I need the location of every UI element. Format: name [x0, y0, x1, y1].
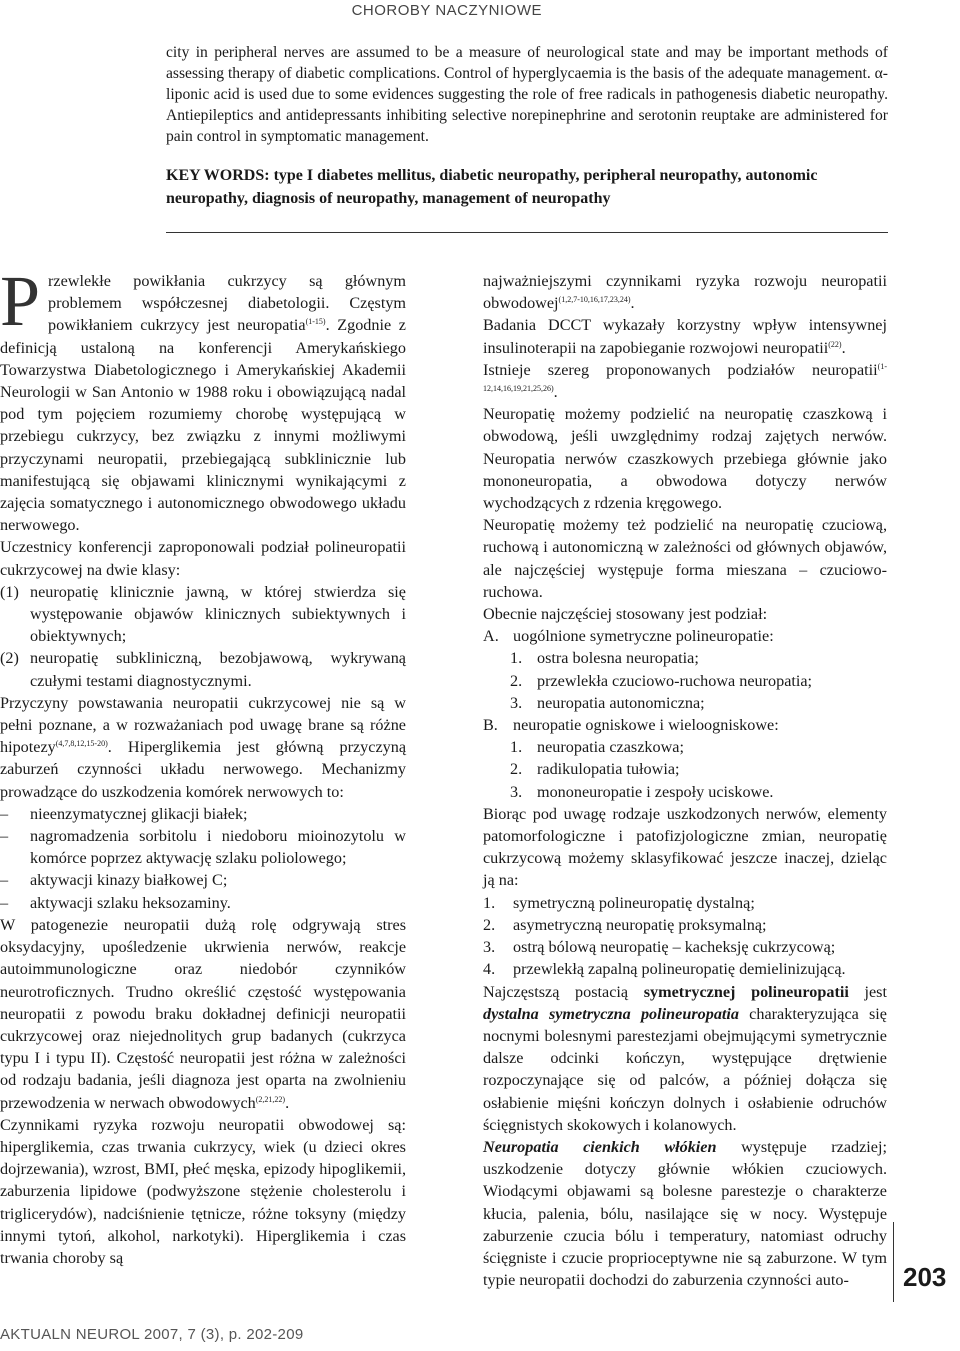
right-column — [483, 270, 887, 1291]
division-list — [483, 625, 887, 647]
list-item: 1. neuropatia czaszkowa; — [510, 738, 684, 757]
pathogenesis-paragraph: W patogenezie neuropatii dużą rolę odgrywają stres oksydacyjny, upośledzenie ukrwienia nerwów, reakcje autoimmunologiczne oraz niedobór czynników neurotroficznych. Trudno określić częstość występowania neuropatii z powodu braku dokładnej definicji neuropatii cukrzycowej oraz niejednolitych grup badanych (cukrzyca typu I i typu II). Częstość neuropatii jest różna w zależności od rodzaju badania, jeśli diagnoza jest oparta na zwolnieniu przewodzenia w nerwach obwodowych$^{(2,21,22)}$. — [0, 915, 406, 1112]
current-division-intro: Obecnie najczęściej stosowany jest podział: — [483, 605, 768, 624]
list-item: (2) neuropatię subkliniczną, bezobjawową, wykrywaną czułymi testami diagnostycznymi. — [0, 649, 406, 690]
drop-cap: P — [0, 261, 41, 341]
bold-term: symetrycznej polineuropatii — [643, 982, 849, 1001]
distal-polyneuropathy-paragraph: Najczęstszą postacią symetrycznej polineuropatii jest dystalna symetryczna polineuropatia charakteryzująca się nocnymi bolesnymi parestezjami obejmującymi symetrycznie dalsze odcinki kończyn, występujące drętwienie rozpoczynające się od palców, a później dołącza się osłabienie mięśni kończyn dolnych i osłabienie odruchów ścięgnistych skokowych i kolanowych. — [483, 982, 887, 1134]
list-item: B. neuropatie ogniskowe i wieloogniskowe: — [483, 716, 779, 735]
small-fiber-paragraph: Neuropatia cienkich włókien występuje rzadziej; uszkodzenie dotyczy głównie włókien czuciowych. Wiodącymi objawami są bolesne parestezje o charakterze kłucia, palenia, bólu, nasilające się w nocy. Występuje zaburzenie czucia bólu i temperatury, natomiast odruchy ścięgniste i czucie proprioceptywne nie są zaburzone. W tym typie neuropatii dochodzi do zaburzenia czynności auto- — [483, 1137, 887, 1290]
list-item: 3. mononeuropatie i zespoły uciskowe. — [510, 782, 774, 801]
citation: (2,21,22) — [255, 1094, 286, 1104]
intro-text: rzewlekłe powikłania cukrzycy są głównym problemem współczesnej diabetologii. Częstym powikłaniem cukrzycy jest neuropatia — [48, 272, 406, 335]
list-item: 2. asymetryczną neuropatię proksymalną; — [483, 915, 767, 934]
bold-italic-term: Neuropatia cienkich włókien — [483, 1137, 717, 1156]
sensory-motor-paragraph: Neuropatię możemy też podzielić na neuropatię czuciową, ruchową i autonomiczną w zależności od głównych objawów, ale najczęściej występuje forma mieszana – czuciowo-ruchowa. — [483, 516, 887, 601]
list-item: 2. przewlekła czuciowo-ruchowa neuropatia; — [510, 671, 813, 690]
page-number-rule — [893, 1222, 894, 1302]
intro-paragraph — [0, 261, 406, 536]
classes-list — [0, 581, 406, 692]
bold-italic-term: dystalna symetryczna polineuropatia — [483, 1004, 739, 1023]
citation: (1-12,14,16,19,21,25,26) — [483, 361, 887, 394]
list-item: – aktywacji kinazy białkowej C; — [0, 871, 228, 890]
section-divider — [166, 232, 888, 233]
keywords: KEY WORDS: type I diabetes mellitus, diabetic neuropathy, peripheral neuropathy, autonomic neuropathy, diagnosis of neuropathy, management of neuropathy — [166, 167, 818, 207]
list-item: – nagromadzenia sorbitolu i niedoboru mioinozytolu w komórce poprzez aktywację szlaku poliolowego; — [0, 827, 406, 868]
left-column — [0, 261, 406, 1269]
alt-classification-paragraph: Biorąc pod uwagę rodzaje uszkodzonych nerwów, elementy patomorfologiczne i patofizjologiczne zmian, neuropatię cukrzycową możemy sklasyfikować jeszcze inaczej, dzieląc ją na: — [483, 804, 887, 890]
alt-classification-list — [483, 892, 887, 981]
division-list-b — [483, 714, 887, 736]
cranial-peripheral-paragraph: Neuropatię możemy podzielić na neuropatię czaszkową i obwodową, jeśli uwzględnimy rodzaj zajętych nerwów. Neuropatia nerwów czaszkowych przebiega głównie jako mononeuropatia, a obwodowa dotyczy nerwów wychodzących z rdzenia kręgowego. — [483, 405, 887, 513]
citation: (1,2,7-10,16,17,23,24) — [558, 295, 631, 305]
intro-text-cont: . Zgodnie z definicją ustaloną na konferencji Amerykańskiego Towarzystwa Diabetologicznego i Amerykańskiej Akademii Neurologii w San Antonio w 1988 roku i obowiązującą nadal pod tym pojęciem rozumiemy chorobę występującą w przebiegu cukrzycy, bez związku z innymi możliwymi przyczynami neuropatii, przebiegającą subklinicznie lub manifestującą się objawami klinicznymi wynikającymi z zajęcia somatycznego i autonomicznego obwodowego układu nerwowego. — [0, 316, 406, 535]
risk-factors-paragraph: Czynnikami ryzyka rozwoju neuropatii obwodowej są: hiperglikemia, czas trwania cukrzycy, wiek (u dzieci okres dojrzewania), wzrost, BMI, płeć męska, epizody hipoglikemii, zaburzenia lipidowe (podwyższone stężenie cholesterolu i triglicerydów), nadciśnienie tętnicze, różne toksyny (między innymi tytoń, alkohol, narkotyki). Hiperglikemia i czas trwania choroby są — [0, 1115, 406, 1267]
causes-paragraph: Przyczyny powstawania neuropatii cukrzycowej nie są w pełni poznane, a w rozważaniach pod uwagę brane są różne hipotezy$^{(4,7,8,12,15-20)}$. Hiperglikemia jest główną przyczyną zaburzeń czynności układu nerwowego. Mechanizmy prowadzące do uszkodzenia komórek nerwowych to: — [0, 693, 406, 801]
citation: (22) — [828, 339, 842, 349]
journal-footer: AKTUALN NEUROL 2007, 7 (3), p. 202-209 — [0, 1326, 304, 1343]
list-item: 2. radikulopatia tułowia; — [510, 760, 680, 779]
list-item: 3. neuropatia autonomiczna; — [510, 693, 705, 712]
citation: (1-15) — [305, 317, 326, 327]
page-number: 203 — [903, 1262, 947, 1292]
classes-intro: Uczestnicy konferencji zaproponowali podział polineuropatii cukrzycowej na dwie klasy: — [0, 538, 406, 579]
abstract: city in peripheral nerves are assumed to be a measure of neurological state and may be important methods of assessing therapy of diabetic complications. Control of hyperglycaemia is the basis of the adequate management. α-liponic acid is used due to some evidences suggesting the role of free radicals in pathogenesis diabetic neuropathy. Antiepileptics and antidepressants inhibiting selective norepinephrine and serotonin reuptake are administered for pain control in symptomatic management. — [166, 44, 888, 145]
mechanisms-list — [0, 803, 406, 914]
risk-factors-cont: najważniejszymi czynnikami ryzyka rozwoju neuropatii obwodowej$^{(1,2,7-10,16,17,23,24)}$. — [483, 272, 887, 313]
running-head: CHOROBY NACZYNIOWE — [351, 2, 542, 19]
list-item: – aktywacji szlaku heksozaminy. — [0, 893, 231, 912]
group-b-list — [483, 736, 887, 803]
list-item: 4. przewlekłą zapalną polineuropatię demielinizującą. — [483, 960, 846, 979]
dcct-paragraph: Badania DCCT wykazały korzystny wpływ intensywnej insulinoterapii na zapobieganie rozwojowi neuropatii$^{(22)}$. — [483, 316, 887, 357]
list-item: – nieenzymatycznej glikacji białek; — [0, 804, 248, 823]
classifications-paragraph: Istnieje szereg proponowanych podziałów neuropatii$^{(1-12,14,16,19,21,25,26)}$. — [483, 360, 887, 402]
list-item: (1) neuropatię klinicznie jawną, w której stwierdza się występowanie objawów klinicznych subiektywnych i obiektywnych; — [0, 582, 406, 646]
list-item: 1. ostra bolesna neuropatia; — [510, 649, 699, 668]
list-item: 3. ostrą bólową neuropatię – kacheksję cukrzycową; — [483, 938, 836, 957]
list-item: 1. symetryczną polineuropatię dystalną; — [483, 893, 755, 912]
list-item: A. uogólnione symetryczne polineuropatie: — [483, 627, 774, 646]
citation: (4,7,8,12,15-20) — [55, 739, 108, 749]
group-a-list — [483, 647, 887, 714]
